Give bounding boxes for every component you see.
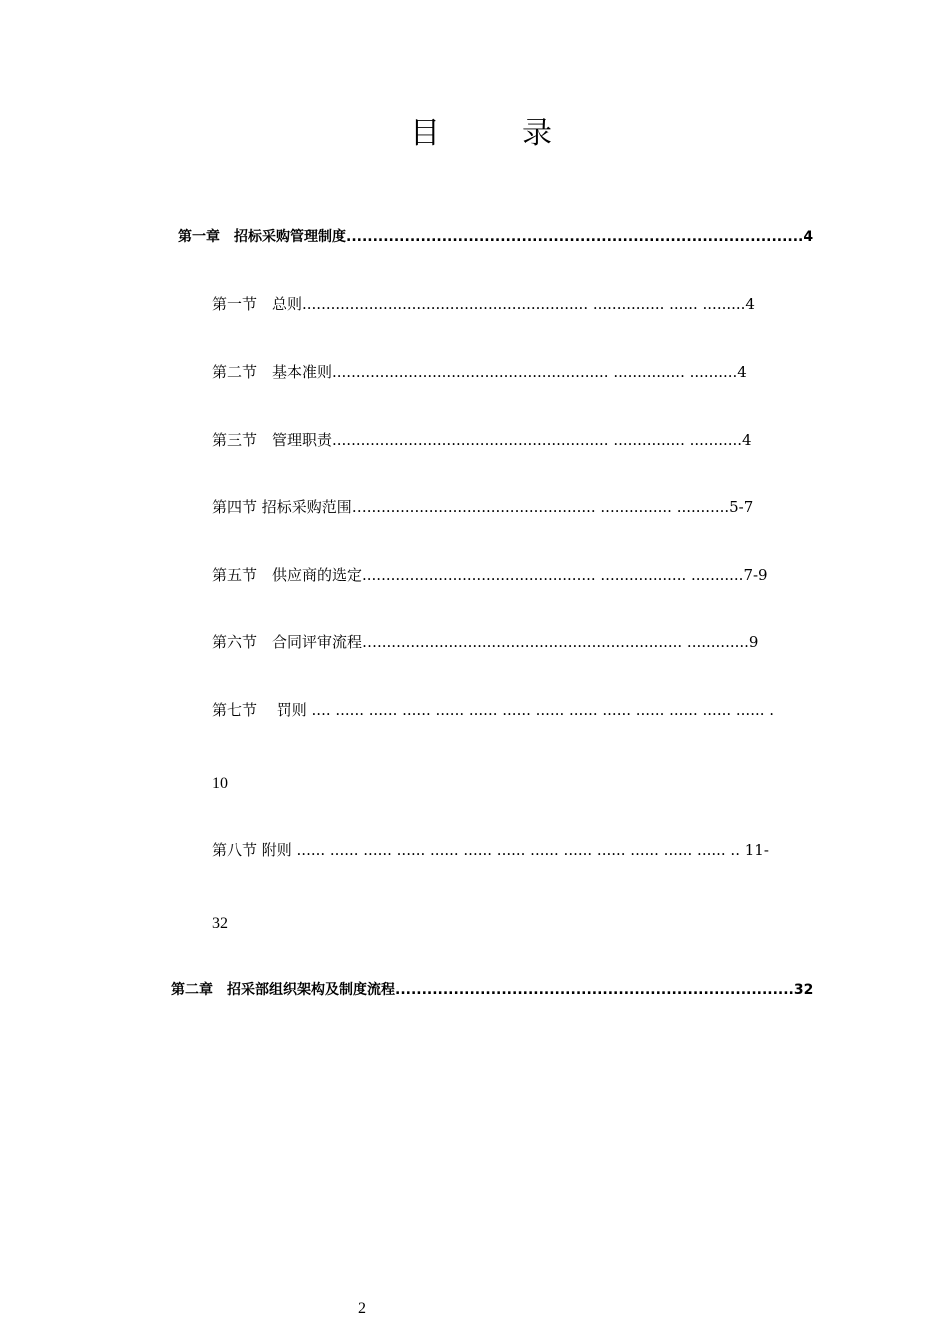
toc-section-6[interactable]: 第六节 合同评审流程…................................................................ .............9 <box>212 633 759 651</box>
page-number: 2 <box>358 1300 366 1317</box>
toc-section-2[interactable]: 第二节 基本准则.......................................................... ............... ..........4 <box>212 363 747 381</box>
toc-chapter-1[interactable]: 第一章 招标采购管理制度......................................................................................4 <box>178 229 814 245</box>
toc-section-7[interactable]: 第七节 罚则 .... ...... ...... ...... ...... ...... ...... ...... ...... ...... ...... ...... ...... ...... . <box>212 701 775 719</box>
toc-section-8-page: 32 <box>212 915 228 932</box>
toc-chapter-2[interactable]: 第二章 招采部组织架构及制度流程...........................................................................32 <box>171 982 814 998</box>
toc-section-4[interactable]: 第四节 招标采购范围…................................................ ............... ...........5-7 <box>212 498 754 516</box>
toc-section-5[interactable]: 第五节 供应商的选定................................................. .................. ...........7-9 <box>212 566 768 584</box>
page-title: 目 录 <box>410 116 578 151</box>
toc-section-3[interactable]: 第三节 管理职责.......................................................... ............... ...........4 <box>212 431 752 449</box>
toc-section-8[interactable]: 第八节 附则 ...... ...... ...... ...... ...... ...... ...... ...... ...... ...... ...... ...... ...... .. 11- <box>212 841 769 859</box>
toc-section-7-page: 10 <box>212 775 228 792</box>
toc-section-1[interactable]: 第一节 总则............................................................ ............... ...... .........4 <box>212 295 755 313</box>
